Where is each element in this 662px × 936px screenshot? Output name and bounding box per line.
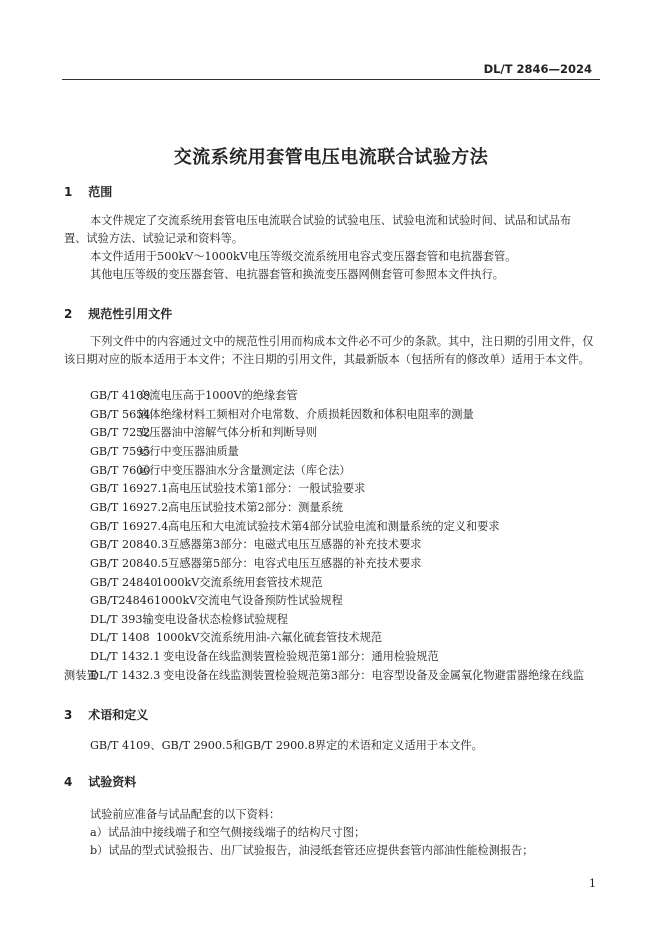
terms-para: GB/T 4109、GB/T 2900.5和GB/T 2900.8界定的术语和定义适用于本文件。 <box>90 739 483 752</box>
reference-title: 互感器第3部分：电磁式电压互感器的补充技术要求 <box>168 538 422 552</box>
section-title: 规范性引用文件 <box>88 307 173 321</box>
materials-para: 试验前应准备与试品配套的以下资料： <box>90 808 281 821</box>
reference-item <box>90 443 239 459</box>
reference-title: 变压器油中溶解气体分析和判断导则 <box>138 426 318 440</box>
header-divider <box>62 79 600 80</box>
reference-code: GB/T 20840.5 <box>90 556 169 570</box>
reference-item <box>90 518 500 534</box>
reference-title: 高电压试验技术第2部分：测量系统 <box>168 500 343 514</box>
reference-code: DL/T 1432.3 <box>90 668 161 682</box>
scope-para-3: 其他电压等级的变压器套管、电抗器套管和换流变压器网侧套管可参照本文件执行。 <box>90 268 504 281</box>
document-code: DL/T 2846—2024 <box>483 62 592 76</box>
reference-title: 1000kV交流系统用套管技术规范 <box>156 575 323 589</box>
reference-item <box>90 574 322 590</box>
reference-code: GB/T 16927.2 <box>90 500 169 514</box>
reference-code: GB/T 7595 <box>90 444 151 458</box>
reference-item <box>90 387 298 403</box>
reference-title: 运行中变压器油质量 <box>138 444 239 458</box>
section-4-heading <box>64 773 136 790</box>
reference-continuation: 测装置 <box>64 669 98 682</box>
reference-code: DL/T 1408 <box>90 631 150 645</box>
reference-title: 交流电压高于1000V的绝缘套管 <box>138 389 298 402</box>
section-title: 术语和定义 <box>88 708 149 722</box>
reference-title: 变电设备在线监测装置检验规范第1部分：通用检验规范 <box>163 650 439 664</box>
reference-code: DL/T 1432.1 <box>90 650 161 664</box>
page-title: 交流系统用套管电压电流联合试验方法 <box>173 147 489 168</box>
section-2-heading <box>64 305 172 322</box>
reference-title: 高电压试验技术第1部分：一般试验要求 <box>168 482 366 496</box>
reference-item <box>90 555 421 571</box>
reference-code: GB/T 24840 <box>90 575 158 589</box>
reference-code: GB/T 16927.4 <box>90 519 169 533</box>
section-number: 4 <box>64 775 73 789</box>
reference-code: DL/T 393 <box>90 612 143 626</box>
section-number: 1 <box>64 185 73 199</box>
reference-code: GB/T 5654 <box>90 407 151 421</box>
reference-code: GB/T 7600 <box>90 463 151 477</box>
reference-item <box>90 592 343 608</box>
section-title: 试验资料 <box>88 775 137 789</box>
reference-item <box>90 424 317 440</box>
reference-title: 输变电设备状态检修试验规程 <box>142 612 288 626</box>
section-number: 3 <box>64 708 73 722</box>
page-number: 1 <box>589 877 596 890</box>
scope-para-1-line-1: 本文件规定了交流系统用套管电压电流联合试验的试验电压、试验电流和试验时间、试品和试品布 <box>90 214 572 227</box>
section-title: 范围 <box>88 185 113 199</box>
materials-item-a: a）试品油中接线端子和空气侧接线端子的结构尺寸图； <box>90 826 366 839</box>
reference-item <box>90 629 382 645</box>
reference-title: 运行中变压器油水分含量测定法（库仑法） <box>138 463 351 477</box>
scope-para-2: 本文件适用于500kV～1000kV电压等级交流系统用电容式变压器套管和电抗器套管。 <box>90 250 517 263</box>
reference-code: GB/T 16927.1 <box>90 482 169 496</box>
section-1-heading <box>64 183 112 200</box>
scope-para-1-line-2: 置、试验方法、试验记录和资料等。 <box>64 232 244 245</box>
reference-item <box>90 667 584 683</box>
reference-code: GB/T 20840.3 <box>90 538 169 552</box>
reference-title: 变电设备在线监测装置检验规范第3部分：电容型设备及金属氧化物避雷器绝缘在线监 <box>163 668 585 682</box>
reference-item <box>90 536 421 552</box>
reference-item <box>90 406 474 422</box>
reference-title: 互感器第5部分：电容式电压互感器的补充技术要求 <box>168 556 422 570</box>
section-3-heading <box>64 706 148 723</box>
reference-code: GB/T24846 <box>90 594 154 608</box>
reference-code: GB/T 7252 <box>90 426 151 440</box>
reference-title: 液体绝缘材料工频相对介电常数、介质损耗因数和体积电阻率的测量 <box>138 407 474 421</box>
reference-title: 1000kV交流电气设备预防性试验规程 <box>153 594 343 608</box>
reference-title: 1000kV交流系统用油-六氟化硫套管技术规范 <box>156 631 383 645</box>
reference-item <box>90 499 343 515</box>
reference-item <box>90 648 439 664</box>
reference-code: GB/T 4109 <box>90 389 151 402</box>
reference-title: 高电压和大电流试验技术第4部分试验电流和测量系统的定义和要求 <box>168 519 500 533</box>
references-intro: 下列文件中的内容通过文中的规范性引用而构成本文件必不可少的条款。其中，注日期的引用文件，仅该日期对应的版本适用于本文件；不注日期的引用文件，其最新版本（包括所有的修改单）适用于本文件。 <box>64 335 594 366</box>
reference-item <box>90 611 288 627</box>
reference-item <box>90 480 365 496</box>
section-number: 2 <box>64 307 73 321</box>
reference-item <box>90 462 351 478</box>
materials-item-b: b）试品的型式试验报告、出厂试验报告，油浸纸套管还应提供套管内部油性能检测报告； <box>90 844 534 857</box>
